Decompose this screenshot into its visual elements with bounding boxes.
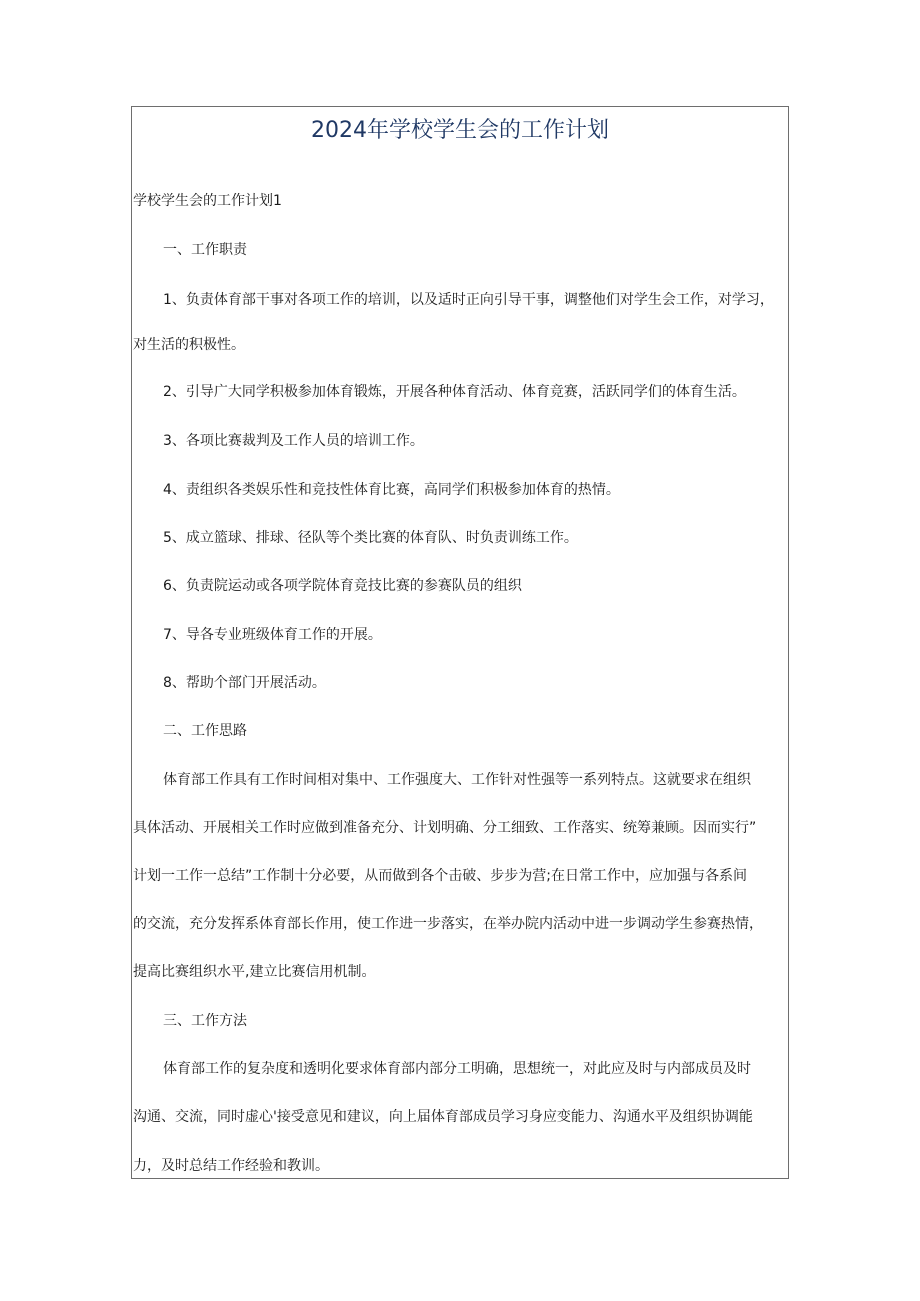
duty-item-8: 8、帮助个部门开展活动。: [163, 675, 326, 691]
section-3-line-1: 体育部工作的复杂度和透明化要求体育部内部分工明确，思想统一，对此应及时与内部成员及时: [163, 1061, 751, 1077]
section-heading-3: 三、工作方法: [163, 1013, 247, 1029]
duty-item-3: 3、各项比赛裁判及工作人员的培训工作。: [163, 433, 424, 449]
section-2-line-3: 计划一工作一总结”工作制十分必要，从而做到各个击破、步步为营;在日常工作中，应加强与各系间: [133, 868, 747, 884]
document-title: 2024年学校学生会的工作计划: [311, 118, 609, 143]
section-2-line-5: 提高比赛组织水平,建立比赛信用机制。: [133, 964, 376, 980]
section-3-line-2: 沟通、交流，同时虚心'接受意见和建议，向上届体育部成员学习身应变能力、沟通水平及组织协调能: [133, 1109, 753, 1125]
section-2-line-1: 体育部工作具有工作时间相对集中、工作强度大、工作针对性强等一系列特点。这就要求在组织: [163, 772, 751, 788]
section-heading-2: 二、工作思路: [163, 723, 247, 739]
section-2-line-4: 的交流，充分发挥系体育部长作用，使工作进一步落实，在举办院内活动中进一步调动学生参赛热情，: [133, 916, 763, 932]
duty-item-4: 4、责组织各类娱乐性和竞技性体育比赛，高同学们积极参加体育的热情。: [163, 482, 620, 498]
duty-item-6: 6、负责院运动或各项学院体育竞技比赛的参赛队员的组织: [163, 578, 522, 594]
section-2-line-2: 具体活动、开展相关工作时应做到准备充分、计划明确、分工细致、工作落实、统筹兼顾。因而实行”: [133, 820, 757, 836]
duty-item-1-line-2: 对生活的积极性。: [133, 337, 245, 353]
duty-item-2: 2、引导广大同学积极参加体育锻炼，开展各种体育活动、体育竞赛，活跃同学们的体育生活。: [163, 384, 746, 400]
section-3-line-3: 力，及时总结工作经验和教训。: [133, 1158, 329, 1174]
duty-item-7: 7、导各专业班级体育工作的开展。: [163, 627, 382, 643]
document-subtitle: 学校学生会的工作计划1: [133, 193, 282, 209]
duty-item-1-line-1: 1、负责体育部干事对各项工作的培训，以及适时正向引导干事，调整他们对学生会工作，对学习，: [163, 292, 774, 308]
duty-item-5: 5、成立篮球、排球、径队等个类比赛的体育队、时负责训练工作。: [163, 530, 578, 546]
section-heading-1: 一、工作职责: [163, 242, 247, 258]
